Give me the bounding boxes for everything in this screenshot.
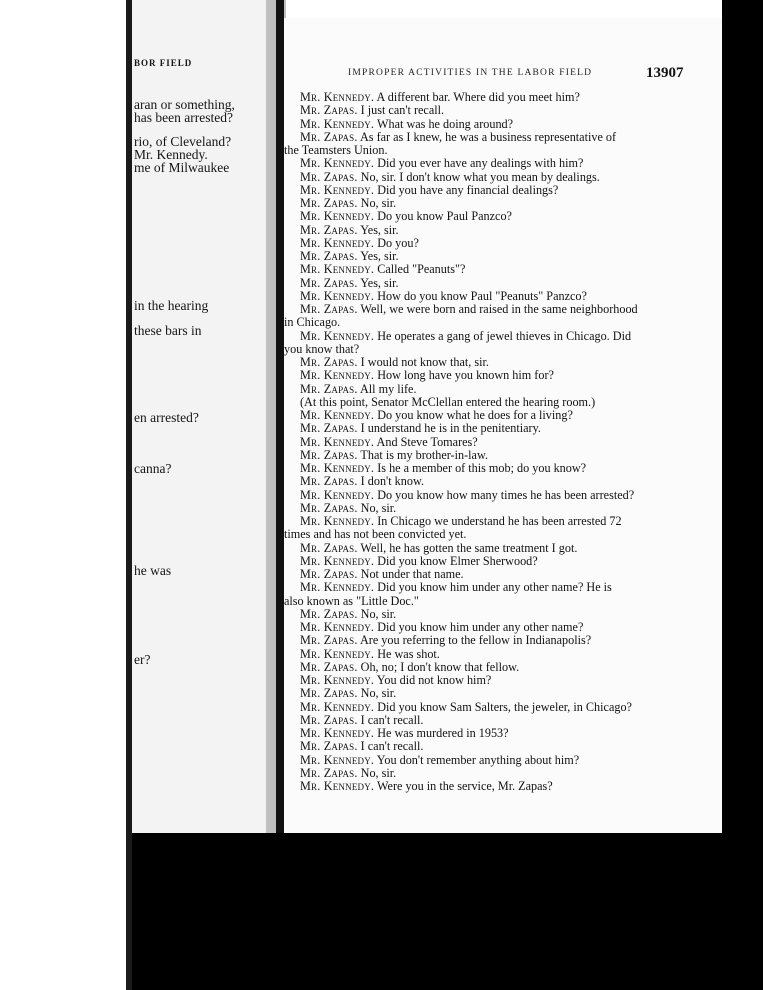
line-text: Do you know Paul Panzco? [374,209,512,224]
line-text: In Chicago we understand he has been arrested 72 [374,514,622,528]
speaker-label: Mr. Kennedy. [300,646,375,661]
transcript-line [284,489,676,502]
line-text: Do you know how many times he has been arrested? [374,487,635,502]
transcript-line [284,436,676,449]
speaker-label: Mr. Kennedy. [300,156,375,171]
transcript-line [284,118,676,131]
facing-page-line: aran or something, [134,97,235,112]
speaker-label: Mr. Zapas. [300,765,358,780]
line-text: I can't recall. [357,739,424,754]
line-text: A different bar. Where did you meet him? [374,90,580,104]
speaker-label: Mr. Kennedy. [300,434,375,449]
page-number: 13907 [646,65,684,81]
line-text: He was shot. [374,646,440,661]
transcript-line [284,144,676,157]
transcript-line [284,608,676,621]
line-text: You did not know him? [374,673,492,687]
line-text: No, sir. [357,606,397,621]
transcript-line [284,502,676,515]
speaker-label: Mr. Zapas. [300,474,358,489]
transcript-line [284,383,676,396]
transcript-line [284,648,676,661]
scan-margin-left [0,0,132,990]
transcript-line [284,263,676,276]
transcript-line [284,197,676,210]
speaker-label: Mr. Kennedy. [300,209,375,224]
speaker-label: Mr. Zapas. [300,567,358,581]
line-text: No, sir. [357,196,397,210]
transcript-line [284,727,676,740]
line-text: Did you have any financial dealings? [374,182,559,197]
line-text: you know that? [284,341,360,356]
line-text: I just can't recall. [357,103,445,118]
transcript-line [284,422,676,435]
transcript-line [284,356,676,369]
transcript-line [284,224,676,237]
speaker-label: Mr. Kennedy. [300,328,375,343]
document-page [284,18,722,833]
line-text: the Teamsters Union. [284,143,388,157]
transcript-line [284,515,676,528]
speaker-label: Mr. Kennedy. [300,368,375,383]
transcript-line [284,91,676,104]
line-text: in Chicago. [284,315,341,330]
transcript-line [284,701,676,714]
speaker-label: Mr. Zapas. [300,129,358,144]
transcript-line [284,277,676,290]
transcript-line [284,369,676,382]
transcript-line [284,595,676,608]
speaker-label: Mr. Kennedy. [300,726,375,740]
transcript-line [284,157,676,170]
speaker-label: Mr. Kennedy. [300,620,375,634]
transcript-line [284,343,676,356]
transcript-line [284,674,676,687]
speaker-label: Mr. Kennedy. [300,699,375,714]
line-text: Yes, sir. [357,222,399,237]
transcript-line [284,290,676,303]
transcript-line [284,409,676,422]
line-text: Oh, no; I don't know that fellow. [357,659,520,674]
line-text: He was murdered in 1953? [374,726,509,740]
line-text: He operates a gang of jewel thieves in Chicago. Did [374,328,632,343]
speaker-label: Mr. Kennedy. [300,553,375,568]
line-text: Yes, sir. [357,275,399,290]
transcript-line [284,780,676,793]
line-text: I don't know. [357,474,425,489]
line-text: I can't recall. [357,712,424,727]
speaker-label: Mr. Kennedy. [300,408,375,422]
speaker-label: Mr. Kennedy. [300,487,375,502]
line-text: How do you know Paul "Peanuts" Panzco? [374,288,587,303]
speaker-label: Mr. Zapas. [300,633,358,648]
line-text: That is my brother-in-law. [357,447,489,462]
speaker-label: Mr. Zapas. [300,712,358,727]
transcript-line [284,171,676,184]
line-text: What was he doing around? [374,116,514,131]
speaker-label: Mr. Zapas. [300,103,358,118]
facing-page-line: er? [134,652,151,667]
line-text: No, sir. [357,500,397,515]
transcript-line [284,634,676,647]
line-text: Not under that name. [357,567,464,581]
transcript-line [284,568,676,581]
transcript-line [284,184,676,197]
speaker-label: Mr. Kennedy. [300,182,375,197]
transcript-line [284,104,676,117]
transcript-line [284,714,676,727]
line-text: Are you referring to the fellow in Indianapolis? [357,633,592,648]
facing-page-line: en arrested? [134,410,199,425]
speaker-label: Mr. Kennedy. [300,262,375,277]
line-text: I understand he is in the penitentiary. [357,421,541,436]
transcript-line [284,462,676,475]
facing-page-line: these bars in [134,323,202,338]
facing-page-line: has been arrested? [134,110,233,125]
transcript-line [284,475,676,488]
facing-page-line: in the hearing [134,298,209,313]
speaker-label: Mr. Kennedy. [300,779,375,793]
facing-page-line: canna? [134,461,172,476]
transcript-line [284,528,676,541]
transcript-line [284,740,676,753]
transcript-line [284,316,676,329]
running-head: IMPROPER ACTIVITIES IN THE LABOR FIELD [348,68,593,78]
transcript-line [284,767,676,780]
line-text: Did you know him under any other name? [374,620,584,634]
speaker-label: Mr. Zapas. [300,659,358,674]
speaker-label: Mr. Zapas. [300,302,358,316]
speaker-label: Mr. Zapas. [300,500,358,515]
line-text: times and has not been convicted yet. [284,527,467,542]
line-text: Well, he has gotten the same treatment I got. [357,540,578,555]
speaker-label: Mr. Zapas. [300,169,358,184]
scan-margin-bottom [132,833,763,990]
testimony-text [284,91,676,793]
line-text: No, sir. I don't know what you mean by dealings. [357,169,600,184]
transcript-line [284,449,676,462]
speaker-label: Mr. Kennedy. [300,288,375,303]
line-text: Well, we were born and raised in the same neighborhood [357,302,638,316]
transcript-line [284,303,676,316]
line-text: No, sir. [357,765,397,780]
transcript-line [284,687,676,700]
transcript-line [284,621,676,634]
facing-page-line: rio, of Cleveland? [134,134,232,149]
line-text: Yes, sir. [357,249,399,263]
speaker-label: Mr. Zapas. [300,739,358,754]
facing-page-line: he was [134,563,172,578]
speaker-label: Mr. Zapas. [300,355,358,369]
speaker-label: Mr. Kennedy. [300,514,375,528]
speaker-label: Mr. Zapas. [300,222,358,237]
speaker-label: Mr. Kennedy. [300,580,375,595]
speaker-label: Mr. Zapas. [300,275,358,290]
speaker-label: Mr. Zapas. [300,686,358,701]
speaker-label: Mr. Zapas. [300,196,358,210]
transcript-line [284,754,676,767]
line-text: also known as "Little Doc." [284,593,419,608]
speaker-label: Mr. Kennedy. [300,673,375,687]
transcript-line [284,581,676,594]
speaker-label: Mr. Kennedy. [300,752,375,767]
speaker-label: Mr. Kennedy. [300,116,375,131]
speaker-label: Mr. Zapas. [300,540,358,555]
line-text: You don't remember anything about him? [374,752,580,767]
line-text: Were you in the service, Mr. Zapas? [374,779,553,793]
transcript-line [284,131,676,144]
line-text: Did you know Sam Salters, the jeweler, in Chicago? [374,699,632,714]
speaker-label: Mr. Kennedy. [300,235,375,250]
line-text: And Steve Tomares? [374,434,478,449]
speaker-label: Mr. Kennedy. [300,461,375,475]
line-text: All my life. [357,381,417,396]
line-text: Is he a member of this mob; do you know? [374,461,587,475]
speaker-label: Mr. Zapas. [300,447,358,462]
line-text: How long have you known him for? [374,368,554,383]
transcript-line [284,555,676,568]
transcript-line [284,237,676,250]
line-text: Called "Peanuts"? [374,262,466,277]
transcript-line [284,542,676,555]
facing-page-line: me of Milwaukee [134,160,230,175]
line-text: Did you know Elmer Sherwood? [374,553,538,568]
facing-page-header: BOR FIELD [134,58,193,68]
transcript-line [284,250,676,263]
line-text: Do you know what he does for a living? [374,408,573,422]
transcript-line [284,330,676,343]
transcript-line [284,661,676,674]
speaker-label: Mr. Zapas. [300,249,358,263]
transcript-line [284,396,676,409]
line-text: Did you know him under any other name? He is [374,580,612,595]
speaker-label: Mr. Zapas. [300,381,358,396]
line-text: Do you? [374,235,419,250]
line-text: I would not know that, sir. [357,355,489,369]
speaker-label: Mr. Kennedy. [300,90,375,104]
speaker-label: Mr. Zapas. [300,421,358,436]
line-text: As far as I knew, he was a business representative of [357,129,617,144]
line-text: (At this point, Senator McClellan entered the hearing room.) [300,394,596,409]
line-text: Did you ever have any dealings with him? [374,156,584,171]
speaker-label: Mr. Zapas. [300,606,358,621]
transcript-line [284,210,676,223]
line-text: No, sir. [357,686,397,701]
facing-page-line: Mr. Kennedy. [134,147,208,162]
